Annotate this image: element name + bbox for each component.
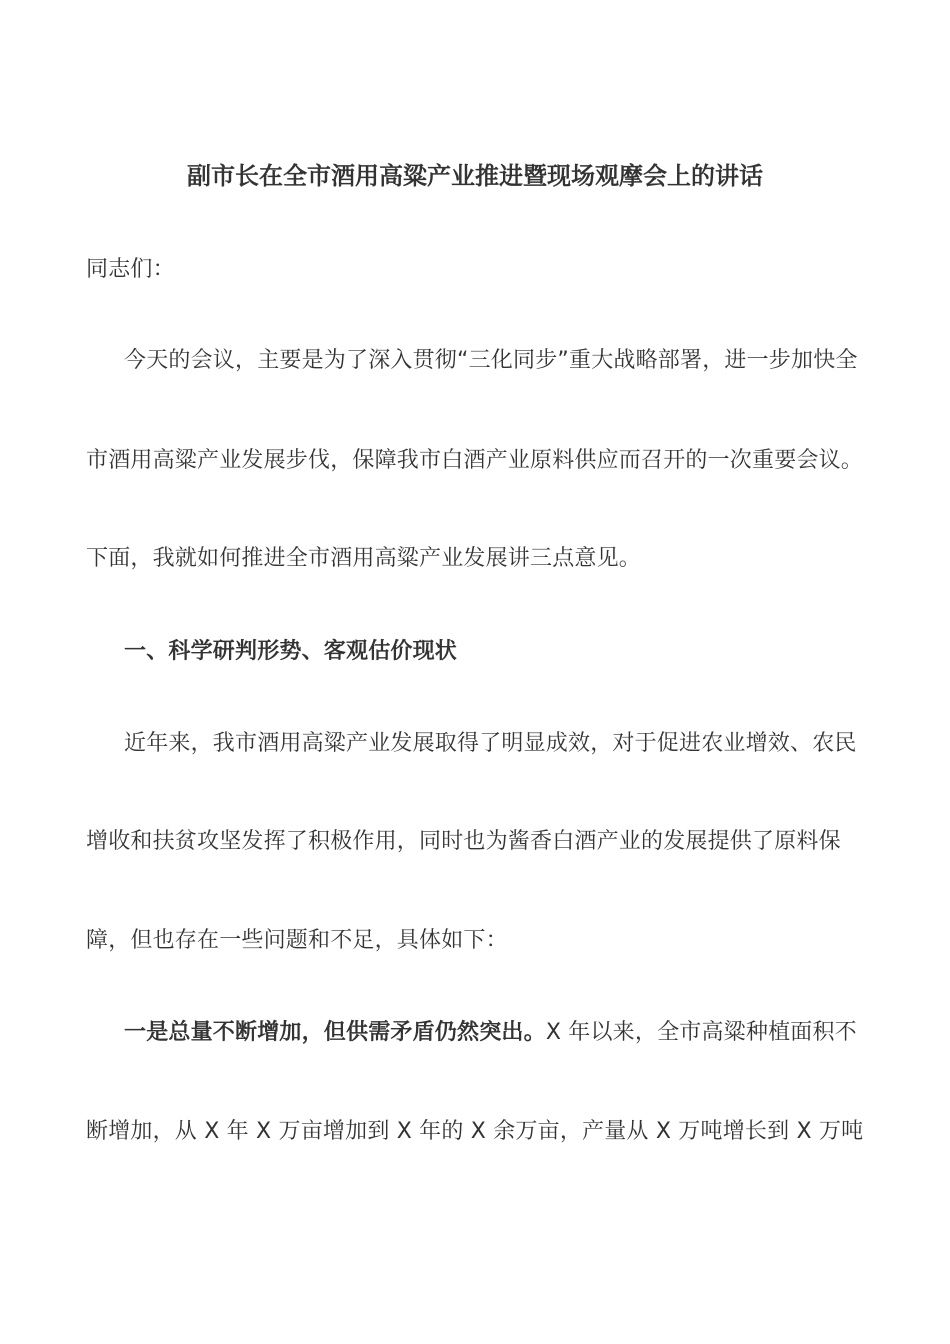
- paragraph3-bold-lead: 一是总量不断增加，但供需矛盾仍然突出。: [124, 1020, 546, 1045]
- paragraph2-line3: 障，但也存在一些问题和不足，具体如下：: [86, 928, 508, 953]
- greeting: 同志们：: [86, 257, 175, 282]
- paragraph1-line1: 今天的会议，主要是为了深入贯彻“三化同步”重大战略部署，进一步加快全: [124, 348, 858, 373]
- paragraph2-line2: 增收和扶贫攻坚发挥了积极作用，同时也为酱香白酒产业的发展提供了原料保: [86, 829, 841, 854]
- document-title: 副市长在全市酒用高粱产业推进暨现场观摩会上的讲话: [187, 162, 763, 190]
- paragraph3-line1-rest: X 年以来，全市高粱种植面积不: [545, 1020, 857, 1045]
- paragraph2-line1: 近年来，我市酒用高粱产业发展取得了明显成效，对于促进农业增效、农民: [124, 731, 857, 756]
- paragraph3-line2: 断增加，从 X 年 X 万亩增加到 X 年的 X 余万亩，产量从 X 万吨增长到 X 万吨: [86, 1119, 864, 1144]
- paragraph1-line2: 市酒用高粱产业发展步伐，保障我市白酒产业原料供应而召开的一次重要会议。: [86, 448, 864, 473]
- paragraph1-line3: 下面，我就如何推进全市酒用高粱产业发展讲三点意见。: [86, 546, 642, 571]
- section-heading-1: 一、科学研判形势、客观估价现状: [124, 639, 458, 664]
- paragraph3-line1: [124, 1018, 857, 1048]
